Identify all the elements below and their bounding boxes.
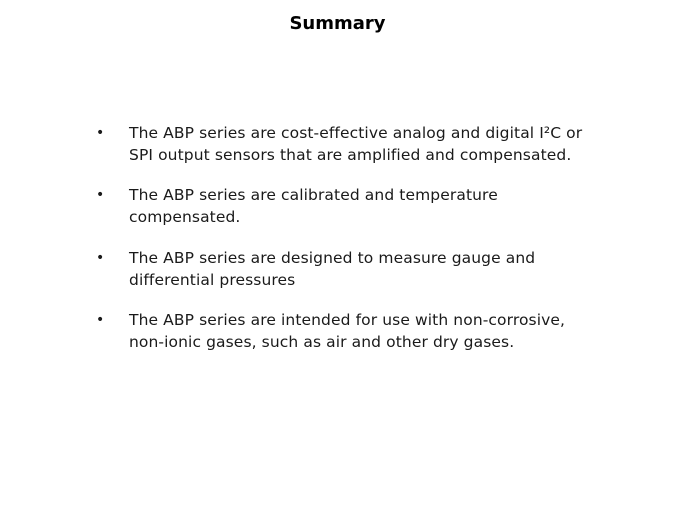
- bullet-item: [96, 248, 596, 291]
- bullet-icon: •: [96, 187, 105, 203]
- bullet-icon: •: [96, 125, 105, 141]
- bullet-text: The ABP series are cost-effective analog and digital I²C or SPI output sensors that are amplified and compensated.: [129, 124, 583, 164]
- bullet-text: The ABP series are intended for use with non-corrosive, non-ionic gases, such as air and other dry gases.: [129, 311, 566, 351]
- bullet-list: [96, 123, 596, 372]
- bullet-text: The ABP series are calibrated and temperature compensated.: [129, 186, 498, 226]
- bullet-item: [96, 123, 596, 166]
- bullet-text: The ABP series are designed to measure gauge and differential pressures: [129, 249, 536, 289]
- bullet-icon: •: [96, 250, 105, 266]
- bullet-item: [96, 185, 596, 228]
- slide-title: Summary: [289, 13, 386, 34]
- bullet-item: [96, 310, 596, 353]
- bullet-icon: •: [96, 312, 105, 328]
